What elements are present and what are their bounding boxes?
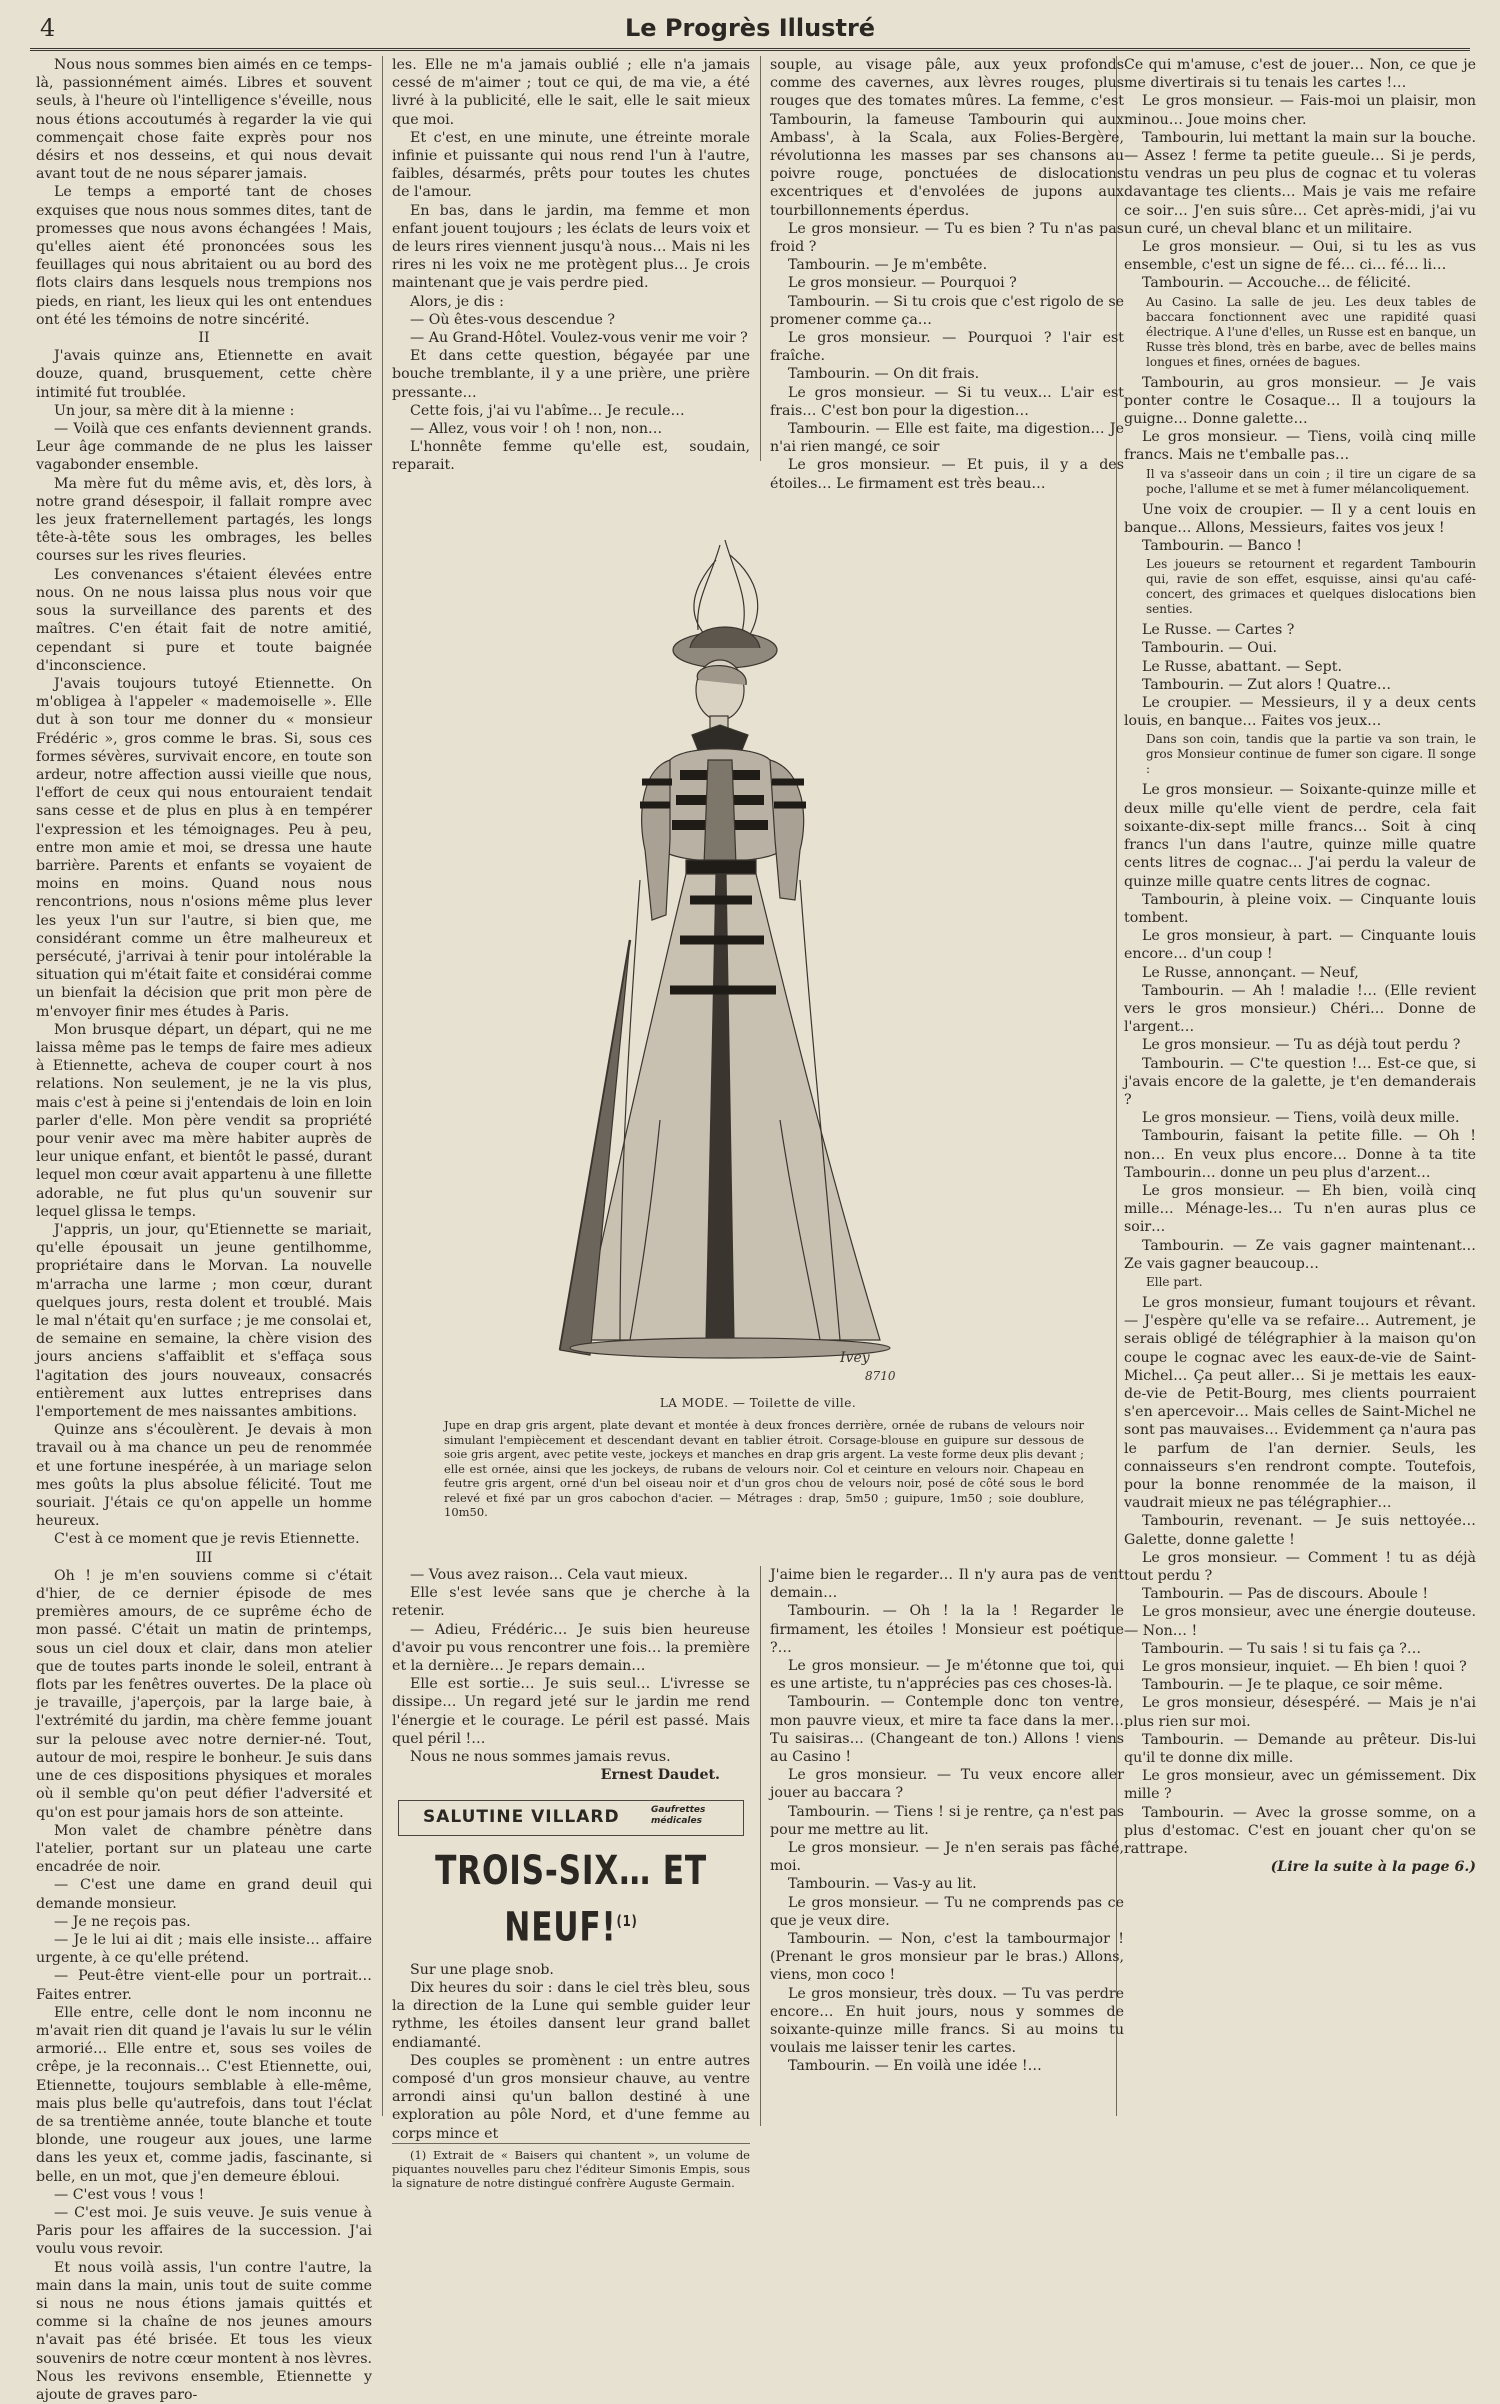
page-number: 4 [40, 14, 56, 42]
dialogue-line: Le gros monsieur, avec un gémissement. Dix mille ? [1124, 1768, 1476, 1803]
dialogue-line: Le gros monsieur, à part. — Cinquante louis encore… d'un coup ! [1124, 928, 1476, 963]
dialogue-line: Le gros monsieur. — Eh bien, voilà cinq mille… Ménage-les… Tu n'en auras plus ce soir… [1124, 1182, 1476, 1236]
paragraph: Et c'est, en une minute, une étreinte morale infinie et puissante qui nous rend l'un à l'autre, faibles, désarmés, prêts pour toutes les chutes de l'amour. [392, 129, 750, 201]
artist-signature: Ivey [840, 1350, 870, 1366]
paragraph: — Vous avez raison… Cela vaut mieux. [410, 1567, 689, 1583]
illustration-caption-title: LA MODE. — Toilette de ville. [659, 1396, 857, 1410]
dialogue-line: Le gros monsieur. — Comment ! tu as déjà tout perdu ? [1124, 1549, 1476, 1585]
dialogue-line: Tambourin, revenant. — Je suis nettoyée… Galette, donne galette ! [1124, 1513, 1476, 1548]
dialogue-line: Tambourin. — Tiens ! si je rentre, ça n'est pas pour me mettre au lit. [770, 1803, 1124, 1838]
dialogue-line: Tambourin. — Vas-y au lit. [788, 1876, 977, 1893]
column-rule [760, 56, 761, 461]
dialogue-line: J'aime bien le regarder… Il n'y aura pas de vent demain… [770, 1567, 1124, 1602]
page-header [30, 8, 1470, 51]
dialogue-line: Le gros monsieur. — Oui, si tu les as vus ensemble, c'est un signe de fé… ci… fé… li… [1124, 239, 1476, 274]
dialogue-line: Le gros monsieur. — Pourquoi ? l'air est fraîche. [770, 330, 1124, 365]
section-number: III [195, 1549, 213, 1566]
paragraph: — Au Grand-Hôtel. Voulez-vous venir me voir ? [410, 330, 748, 347]
journal-title: Le Progrès Illustré [624, 14, 876, 42]
footnote: (1) Extrait de « Baisers qui chantent », un volume de piquantes nouvelles paru chez l'éditeur Simonis Empis, sous la signature de notre distingué confrère Auguste Germain. [392, 2143, 750, 2190]
dialogue-line: Tambourin, au gros monsieur. — Je vais ponter contre le Cosaque… Il a toujours la guigne… Donne galette… [1124, 374, 1476, 428]
dialogue-line: Tambourin. — Oui. [1142, 640, 1278, 657]
section-number: II [198, 330, 210, 347]
paragraph: Elle entre, celle dont le nom inconnu ne m'avait rien dit quand je l'avais lu sur le vélin armorié… Elle entre et, sous ses voiles de crêpe, je la reconnais… C'est Etiennette, oui, Etiennette, toujours semblable à elle-même, mais plus belle qu'autrefois, dans tout l'éclat de sa trentième année, toute blanche et toute blonde, une rougeur aux joues, une larme dans les yeux et, comme jadis, fascinante, si belle, en un mot, que j'en demeure ébloui. [36, 2004, 372, 2185]
paragraph: — Allez, vous voir ! oh ! non, non… [410, 421, 663, 438]
dialogue-line: Tambourin. — Banco ! [1142, 538, 1302, 555]
paragraph: Le temps a emporté tant de choses exquises que nous nous sommes dites, tant de promesses que nous avons échangées ! Mais, qu'elles aient été prononcées sous les feuillages qui nous abritaient ou au bord des flots clairs dans lesquels nous trempions nos pieds, en riant, les lieux qui les ont entendues ont été les témoins de notre sincérité. [36, 184, 372, 328]
column-rule [382, 56, 383, 2116]
stage-direction: Il va s'asseoir dans un coin ; il tire un cigare de sa poche, l'allume et se met à fumer mélancoliquement. [1146, 466, 1476, 496]
paragraph: Dix heures du soir : dans le ciel très bleu, sous la direction de la Lune qui semble guider leur rythme, les étoiles dansent leur grand ballet endiamanté. [392, 1979, 750, 2051]
dialogue-line: Tambourin, lui mettant la main sur la bouche. — Assez ! ferme ta petite gueule… Si je perds, tu vendras un peu plus de cognac et tu voleras davantage tes clients… Mais je vais me refaire ce soir… J'en suis sûre… Cet après-midi, j'ai vu un curé, un cheval blanc et un militaire. [1124, 129, 1476, 237]
dialogue-line: Tambourin. — Tu sais ! si tu fais ça ?… [1142, 1640, 1422, 1657]
stage-direction: Les joueurs se retournent et regardent Tambourin qui, ravie de son effet, esquisse, ainsi qu'au café-concert, des grimaces et quelques dislocations bien senties. [1146, 557, 1476, 617]
dialogue-line: Tambourin. — Si tu crois que c'est rigolo de se promener comme ça… [770, 293, 1124, 328]
dialogue-line: Le croupier. — Messieurs, il y a deux cents louis, en banque… Faites vos jeux… [1124, 695, 1476, 730]
dialogue-line: Tambourin. — Zut alors ! Quatre… [1142, 676, 1392, 693]
stage-direction: Elle part. [1146, 1274, 1203, 1289]
advertisement [398, 1800, 744, 1836]
paragraph: Elle s'est levée sans que je cherche à la retenir. [392, 1585, 750, 1620]
paragraph: Mon valet de chambre pénètre dans l'atelier, portant sur un plateau une carte encadrée de noir. [36, 1822, 372, 1876]
story-column-3-bottom [770, 1566, 1124, 2126]
paragraph: — Peut-être vient-elle pour un portrait… Faites entrer. [36, 1968, 372, 2003]
dialogue-line: Le gros monsieur, fumant toujours et rêvant. — J'espère qu'elle va se refaire… Autrement, je serais obligé de télégraphier à la maison qu'on coupe le cognac avec les eaux-de-vie de Saint-Michel… Ça peut aller… Si je mettais les eaux-de-vie de Petit-Bourg, mes clients pourraient s'en apercevoir… Mais celles de Saint-Michel ne sont pas mauvaises… Evidemment ça n'aura pas le parfum de l'an dernier. Seuls, les connaisseurs s'en rendront compte. Toutefois, pour la bonne renommée de la maison, il vaudrait mieux ne pas télégraphier… [1124, 1294, 1476, 1512]
paragraph: Ma mère fut du même avis, et, dès lors, à notre grand désespoir, il fallait rompre avec les jeux fraternellement partagés, les longs tête-à-tête sous les ombrages, les belles courses sur les rives fleuries. [36, 475, 372, 565]
dialogue-line: Le gros monsieur. — Soixante-quinze mille et deux mille qu'elle vient de perdre, cela fait soixante-dix-sept mille francs… Soit à cinq francs l'un dans l'autre, quinze mille quatre cents litres de cognac… J'ai perdu la valeur de quinze mille quatre cents litres de cognac. [1124, 782, 1476, 890]
paragraph: — Je le lui ai dit ; mais elle insiste… affaire urgente, à ce qu'elle prétend. [36, 1931, 372, 1967]
paragraph: Nous ne nous sommes jamais revus. [410, 1749, 671, 1766]
dialogue-line: Le gros monsieur. — Tu as déjà tout perdu ? [1142, 1037, 1461, 1054]
dialogue-line: Le gros monsieur, avec une énergie douteuse. — Non… ! [1124, 1604, 1476, 1639]
plate-number: 8710 [865, 1369, 896, 1383]
article-column-2-bottom [392, 1566, 750, 2190]
dialogue-line: Tambourin. — Ah ! maladie !… (Elle revient vers le gros monsieur.) Chéri… Donne de l'argent… [1124, 982, 1476, 1036]
dialogue-line: Le gros monsieur. — Fais-moi un plaisir, mon minou… Joue moins cher. [1124, 93, 1476, 128]
paragraph: souple, au visage pâle, aux yeux profonds comme des cavernes, aux lèvres rouges, plus rouges que des tomates mûres. La femme, c'est Tambourin, la fameuse Tambourin qui aux Ambass', à la Scala, aux Folies-Bergère, révolutionna les masses par ses chansons au poivre rouge, ponctuées de dislocations excentriques et d'envolées de jupons aux tourbillonnements éperdus. [770, 57, 1124, 219]
paragraph: J'avais quinze ans, Etiennette en avait douze, quand, brusquement, cette chère intimité fut troublée. [36, 348, 372, 401]
dialogue-line: Tambourin. — C'te question !… Est-ce que, si j'avais encore de la galette, je t'en demanderais ? [1124, 1055, 1476, 1108]
story-title: TROIS-SIX… ET NEUF!$^{(1)}$ [435, 1848, 707, 1951]
dialogue-line: Tambourin. — Accouche… de félicité. [1142, 275, 1412, 292]
dialogue-line: Le gros monsieur. — Je m'étonne que toi, qui es une artiste, tu n'apprécies pas ces choses-là. [770, 1658, 1124, 1693]
column-rule [760, 1566, 761, 2126]
dialogue-line: Tambourin. — Je te plaque, ce soir même. [1142, 1677, 1443, 1694]
paragraph: Cette fois, j'ai vu l'abîme… Je recule… [410, 402, 685, 419]
dialogue-line: Le gros monsieur. — Pourquoi ? [788, 275, 1017, 292]
dialogue-line: Le Russe, annonçant. — Neuf, [1142, 964, 1359, 981]
continued-notice: (Lire la suite à la page 6.) [1270, 1859, 1476, 1876]
paragraph: — Voilà que ces enfants deviennent grands. Leur âge commande de ne plus les laisser vagabonder ensemble. [36, 421, 372, 474]
dialogue-line: Une voix de croupier. — Il y a cent louis en banque… Allons, Messieurs, faites vos jeux ! [1124, 501, 1476, 536]
paragraph: Mon brusque départ, un départ, qui ne me laissa même pas le temps de faire mes adieux à Etiennette, acheva de couper court à nos relations. Non seulement, je ne la vis plus, mais c'est à peine si j'entendais de loin en loin parler d'elle. Mon père vendit sa propriété pour venir avec ma mère habiter auprès de leur unique enfant, et bientôt le passé, durant lequel mon cœur avait appartenu à une fillette adorable, ne fut plus qu'un souvenir sur lequel glissa le temps. [36, 1021, 372, 1220]
paragraph: J'avais toujours tutoyé Etiennette. On m'obligea à l'appeler « mademoiselle ». Elle dut à son tour me donner du « monsieur Frédéric », gros comme le bras. Si, sous ces formes sévères, survivait encore, en toute son ardeur, notre affection aussi vieille que nous, l'effort de ceux qui nous entouraient tendait sans cesse et de plus en plus à en tempérer l'expression et les témoignages. Peu à peu, entre mon amie et moi, se dressa une haute barrière. Parents et enfants se voyaient de moins en moins. Quand nous nous rencontrions, nous n'osions même plus lever les yeux l'un sur l'autre, si bien que, me considérant comme un être malheureux et persécuté, j'arrivai à tenir pour intolérable la situation qui m'était faite et considérai comme un bienfait la décision que prit mon père de m'envoyer finir mes études à Paris. [36, 675, 372, 1020]
dialogue-line: Tambourin. — Pas de discours. Aboule ! [1142, 1586, 1429, 1603]
dialogue-line: Le gros monsieur. — Si tu veux… L'air est frais… C'est bon pour la digestion… [770, 384, 1124, 419]
paragraph: — Adieu, Frédéric… Je suis bien heureuse d'avoir pu vous rencontrer une fois… la première et la dernière… Je repars demain… [392, 1621, 750, 1675]
paragraph: Et dans cette question, bégayée par une bouche tremblante, il y a une prière, une prière pressante… [392, 348, 750, 401]
paragraph: Quinze ans s'écoulèrent. Je devais à mon travail ou à ma chance un peu de renommée et une fortune inespérée, à un mariage selon mes goûts la plus absolue félicité. Tout me souriait. J'étais ce qu'on appelle un homme heureux. [36, 1422, 372, 1530]
article-column-2 [392, 56, 750, 474]
paragraph: Un jour, sa mère dit à la mienne : [54, 402, 295, 419]
dialogue-line: Tambourin. — Ze vais gagner maintenant… Ze vais gagner beaucoup… [1124, 1237, 1476, 1272]
paragraph: Sur une plage snob. [410, 1961, 554, 1978]
paragraph: — Je ne reçois pas. [54, 1913, 191, 1930]
paragraph: — C'est une dame en grand deuil qui demande monsieur. [36, 1877, 372, 1912]
dialogue-line: Le gros monsieur, inquiet. — Eh bien ! quoi ? [1142, 1659, 1467, 1676]
dialogue-line: Le Russe. — Cartes ? [1142, 622, 1295, 639]
paragraph: Des couples se promènent : un entre autres composé d'un gros monsieur chauve, au ventre arrondi ainsi qu'un ballon destiné à une exploration au pôle Nord, et d'une femme au corps mince et [392, 2052, 750, 2142]
dialogue-line: Le gros monsieur. — Et puis, il y a des étoiles… Le firmament est très beau… [770, 457, 1124, 492]
paragraph: J'appris, un jour, qu'Etiennette se mariait, qu'elle épousait un jeune gentilhomme, propriétaire dans le Morvan. La nouvelle m'arracha une larme ; mon cœur, durant quelques jours, resta dolent et troublé. Mais le mal n'était qu'en surface ; je me consolai et, de semaine en semaine, la chère vision des jours anciens s'affaiblit et s'effaça sous l'agitation des jours nouveaux, consacrés entièrement aux luttes entreprises dans l'emportement de mes naissantes ambitions. [36, 1222, 372, 1421]
dialogue-line: Ce qui m'amuse, c'est de jouer… Non, ce que je me divertirais si tu tenais les cartes !… [1124, 57, 1476, 92]
dialogue-line: Tambourin. — En voilà une idée !… [788, 2058, 1042, 2075]
dialogue-line: Tambourin, à pleine voix. — Cinquante louis tombent. [1124, 891, 1476, 926]
dialogue-line: Tambourin. — Demande au prêteur. Dis-lui qu'il te donne dix mille. [1124, 1731, 1476, 1767]
author-signature: Ernest Daudet. [600, 1767, 720, 1784]
dialogue-line: Tambourin. — Oh ! la la ! Regarder le firmament, les étoiles ! Monsieur est poétique ?… [770, 1603, 1124, 1656]
dialogue-line: Tambourin, faisant la petite fille. — Oh ! non… En veux plus encore… Donne à ta tite Tambourin… donne un peu plus d'arzent… [1124, 1128, 1476, 1181]
story-column-3 [770, 56, 1124, 492]
paragraph: L'honnête femme qu'elle est, soudain, reparait. [392, 439, 750, 474]
paragraph: les. Elle ne m'a jamais oublié ; elle n'a jamais cessé de m'aimer ; tout ce qui, de ma vie, a été livré à la publicité, elle le sait, elle le sait mieux que moi. [392, 57, 750, 128]
paragraph: En bas, dans le jardin, ma femme et mon enfant jouent toujours ; les éclats de leurs voix et de leurs rires viennent jusqu'à nous… Mais ni les rires ni les voix ne me protègent plus… Je crois maintenant que je vais perdre pied. [392, 202, 750, 292]
dialogue-line: Le gros monsieur, désespéré. — Mais je n'ai plus rien sur moi. [1124, 1695, 1476, 1730]
paragraph: Elle est sortie… Je suis seul… L'ivresse se dissipe… Un regard jeté sur le jardin me rend l'énergie et le courage. Le péril est passé. Mais quel péril !… [392, 1676, 750, 1747]
dialogue-line: Le gros monsieur. — Tiens, voilà deux mille. [1142, 1110, 1460, 1127]
dialogue-line: Le gros monsieur. — Tu veux encore aller jouer au baccara ? [770, 1767, 1124, 1802]
dialogue-line: Le Russe, abattant. — Sept. [1142, 658, 1342, 675]
dialogue-line: Le gros monsieur, très doux. — Tu vas perdre encore… En huit jours, nous y sommes de soixante-quinze mille francs. Si au moins tu voulais me laisser tenir les cartes. [770, 1985, 1124, 2057]
stage-direction: Au Casino. La salle de jeu. Les deux tables de baccara fonctionnent avec une rapidité quasi électrique. A l'une d'elles, un Russe est en banque, un Russe très blond, très en barbe, avec de belles mains longues et fines, ornées de bagues. [1146, 294, 1476, 369]
paragraph: Alors, je dis : [410, 293, 504, 310]
paragraph: Et nous voilà assis, l'un contre l'autre, la main dans la main, unis tout de suite comme si nous ne nous étions jamais quittés et comme si la chaîne de nos jeunes amours n'avait pas été brisée. Et tous les vieux souvenirs de notre cœur montent à nos lèvres. Nous les revivons ensemble, Etiennette y ajoute de graves paro- [36, 2259, 373, 2403]
dialogue-line: Le gros monsieur. — Je n'en serais pas fâché, moi. [770, 1840, 1124, 1875]
paragraph: Oh ! je m'en souviens comme si c'était d'hier, de ce dernier épisode de mes premières amours, de ce suprême écho de mon passé. C'était un matin de printemps, sous un ciel doux et clair, dans mon atelier que de toutes parts inonde le soleil, entrant à flots par les fenêtres ouvertes. De la place où je travaille, j'aperçois, par la large baie, à l'extrémité du jardin, ma chère femme jouant sur la pelouse avec notre dernier-né. Tout, autour de moi, respire le bonheur. Je suis dans une de ces dispositions physiques et morales où il semble qu'on peut défier l'adversité et qu'on est pour jamais hors de son atteinte. [36, 1567, 372, 1821]
article-column-1 [36, 56, 373, 2403]
paragraph: Les convenances s'étaient élevées entre nous. On ne nous laissa plus nous voir que sous la surveillance des parents et des maîtres. C'en était fait de notre amitié, cependant si pure et toute baignée d'inconscience. [36, 566, 372, 674]
dialogue-line: Le gros monsieur. — Tu es bien ? Tu n'as pas froid ? [770, 220, 1124, 256]
illustration-caption-text: Jupe en drap gris argent, plate devant et montée à deux fronces derrière, ornée de rubans de velours noir simulant l'empiècement et descendant devant en tablier étroit. Corsage-blouse en guipure sur dessous de soie gris argent, avec petite veste, jockeys et manches en drap gris argent. La veste forme deux plis devant ; elle est ornée, ainsi que les jockeys, de rubans de velours noir. Col et ceinture en velours noir. Chapeau en feutre gris argent, orné d'un bel oiseau noir et d'un gros chou de velours noir, posé de côté sous le bord relevé et fixé par un gros cabochon d'acier. — Métrages : drap, 5m50 ; guipure, 1m50 ; soie doublure, 10m50. [444, 1418, 1084, 1519]
fashion-illustration [520, 520, 940, 1390]
dialogue-line: Tambourin. — Je m'embête. [788, 257, 988, 274]
paragraph: — C'est vous ! vous ! [54, 2186, 205, 2203]
dialogue-line: Le gros monsieur. — Tiens, voilà cinq mille francs. Mais ne t'emballe pas… [1124, 429, 1476, 464]
paragraph: — C'est moi. Je suis veuve. Je suis venue à Paris pour les affaires de la succession. J'ai voulu vous revoir. [36, 2204, 372, 2258]
dialogue-line: Tambourin. — Avec la grosse somme, on a plus d'estomac. C'est en jouant cher qu'on se rattrape. [1124, 1804, 1476, 1858]
dialogue-line: Le gros monsieur. — Tu ne comprends pas ce que je veux dire. [770, 1894, 1124, 1929]
stage-direction: Dans son coin, tandis que la partie va son train, le gros Monsieur continue de fumer son cigare. Il songe : [1146, 732, 1476, 777]
dialogue-line: Tambourin. — Contemple donc ton ventre, mon pauvre vieux, et mire ta face dans la mer… Tu saisiras… (Changeant de ton.) Allons ! viens au Casino ! [770, 1694, 1124, 1766]
story-column-4 [1124, 56, 1476, 2116]
dialogue-line: Tambourin. — Elle est faite, ma digestion… Je n'ai rien mangé, ce soir [770, 421, 1124, 456]
ad-brand: SALUTINE VILLARD [423, 1807, 620, 1828]
paragraph: Nous nous sommes bien aimés en ce temps-là, passionnément aimés. Libres et souvent seuls, à l'heure où l'intelligence s'éveille, nous nous étions accoutumés à regarder la vie qui commençait chose faite exprès pour nos désirs et nos desseins, et qui nous devait avant tout de ne nous séparer jamais. [36, 57, 372, 183]
dialogue-line: Tambourin. — Non, c'est la tambourmajor ! (Prenant le gros monsieur par le bras.) Allons, viens, mon coco ! [770, 1931, 1124, 1984]
paragraph: C'est à ce moment que je revis Etiennette. [54, 1531, 360, 1548]
ad-tagline: Gaufrettes médicales [651, 1805, 706, 1827]
paragraph: — Où êtes-vous descendue ? [410, 311, 615, 328]
dialogue-line: Tambourin. — On dit frais. [788, 366, 980, 383]
